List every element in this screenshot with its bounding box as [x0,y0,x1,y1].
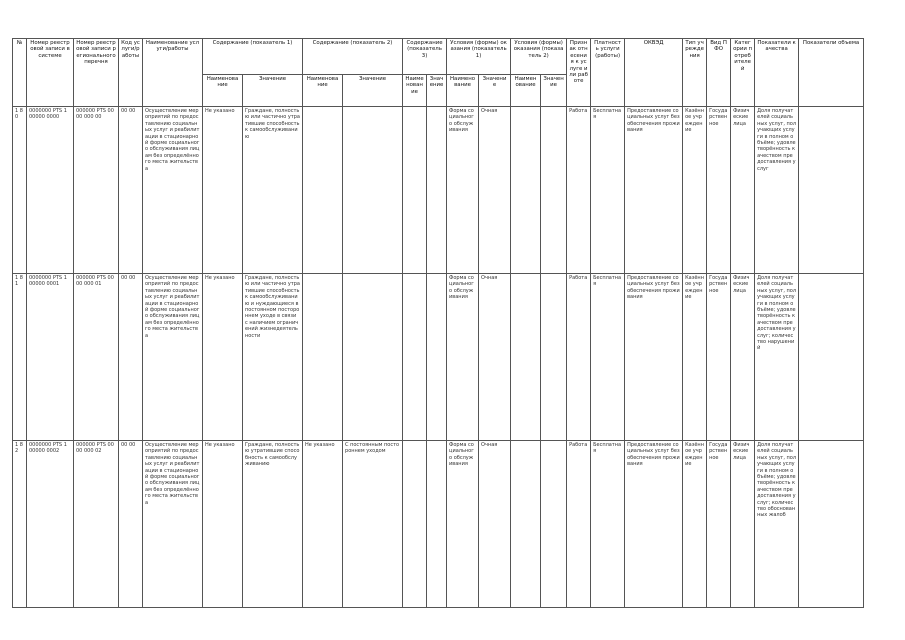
cell-condition2-value [541,441,567,608]
cell-condition1-value: Очная [479,441,511,608]
cell-condition2-name [511,274,541,441]
header-volume: Показатели объема [799,39,864,107]
cell-content1-name: Не указано [203,274,243,441]
cell-attribute: Работа [567,274,591,441]
subheader-value: Значение [243,75,303,107]
subheader-name: Наименование [447,75,479,107]
cell-content3-value [427,441,447,608]
cell-content1-name: Не указано [203,441,243,608]
header-row-1 [13,39,864,75]
cell-service-code: 00 00 [119,441,143,608]
table-row [13,107,864,274]
cell-service-name: Осуществление мероприятий по предоставлению социальных услуг и реабилитации в стационарной форме социального обслуживания лицам без определённого места жительства [143,107,203,274]
subheader-name: Наименование [511,75,541,107]
cell-service-name: Осуществление мероприятий по предоставлению социальных услуг и реабилитации в стационарной форме социального обслуживания лицам без определённого места жительства [143,441,203,608]
cell-institution-type: Казённое учреждение [683,441,707,608]
header-content-2: Содержание (показатель 2) [303,39,403,75]
cell-volume [799,441,864,608]
cell-reg-number: 0000000 PTS 1 00000 0000 [27,107,74,274]
header-okved: ОКВЭД [625,39,683,107]
cell-condition2-value [541,274,567,441]
subheader-value: Значение [479,75,511,107]
header-attribute: Признак отнесения к услуге или работе [567,39,591,107]
cell-quality: Доля получателей социальных услуг, получающих услуги в полном объёме; удовлетворённость качеством предоставления услуг [755,107,799,274]
cell-service-name: Осуществление мероприятий по предоставлению социальных услуг и реабилитации в стационарной форме социального обслуживания лицам без определённого места жительства [143,274,203,441]
header-consumer-categories: Категории потребителей [731,39,755,107]
cell-service-code: 00 00 [119,274,143,441]
header-content-3: Содержание (показатель 3) [403,39,447,75]
cell-consumer-categories: Физические лица [731,441,755,608]
cell-payment: Бесплатная [591,274,625,441]
cell-content2-value: С постоянным постороннем уходом [343,441,403,608]
cell-content3-name [403,274,427,441]
cell-payment: Бесплатная [591,441,625,608]
cell-content1-value: Граждане, полностью или частично утратившие способность к самообслуживанию [243,107,303,274]
cell-no: 1 8 2 [13,441,27,608]
cell-no: 1 8 0 [13,107,27,274]
header-institution-type: Тип учреждения [683,39,707,107]
header-condition-2: Условия (формы) оказания (показатель 2) [511,39,567,75]
cell-condition1-value: Очная [479,274,511,441]
cell-content2-value [343,274,403,441]
subheader-value: Значение [427,75,447,107]
cell-content2-name: Не указано [303,441,343,608]
cell-volume [799,274,864,441]
header-no: № [13,39,27,107]
header-payment: Платность услуги (работы) [591,39,625,107]
registry-sheet [12,38,863,608]
cell-condition2-name [511,107,541,274]
cell-condition1-name: Форма социального обслуживания [447,441,479,608]
cell-quality: Доля получателей социальных услуг, получающих услуги в полном объёме; удовлетворённость качеством предоставления услуг; количество обоснованных жалоб [755,441,799,608]
cell-institution-type: Казённое учреждение [683,107,707,274]
header-service-code: Код услуги/работы [119,39,143,107]
cell-okved: Предоставление социальных услуг без обеспечения проживания [625,441,683,608]
cell-content1-value: Граждане, полностью утратившие способность к самообслуживанию [243,441,303,608]
cell-okved: Предоставление социальных услуг без обеспечения проживания [625,274,683,441]
table-row [13,441,864,608]
cell-attribute: Работа [567,107,591,274]
cell-condition2-value [541,107,567,274]
cell-okved: Предоставление социальных услуг без обеспечения проживания [625,107,683,274]
subheader-name: Наименование [403,75,427,107]
cell-condition2-name [511,441,541,608]
cell-attribute: Работа [567,441,591,608]
cell-institution-type: Казённое учреждение [683,274,707,441]
cell-consumer-categories: Физические лица [731,274,755,441]
cell-reg-number: 0000000 PTS 1 00000 0001 [27,274,74,441]
cell-no: 1 8 1 [13,274,27,441]
cell-unique-number: 000000 PTS 0000 000 01 [74,274,119,441]
header-condition-1: Условия (формы) оказания (показатель 1) [447,39,511,75]
cell-content2-name [303,107,343,274]
header-org-type: Вид ПФО [707,39,731,107]
cell-condition1-name: Форма социального обслуживания [447,274,479,441]
cell-reg-number: 0000000 PTS 1 00000 0002 [27,441,74,608]
subheader-name: Наименование [303,75,343,107]
cell-volume [799,107,864,274]
subheader-name: Наименование [203,75,243,107]
cell-content3-value [427,274,447,441]
header-unique-number: Номер реестровой записи регионального перечня [74,39,119,107]
cell-content1-value: Граждане, полностью или частично утратившие способность к самообслуживанию и нуждающиеся в постоянном постороннем уходе в связи с наличием ограничений жизнедеятельности [243,274,303,441]
cell-quality: Доля получателей социальных услуг, получающих услуги в полном объёме; удовлетворённость качеством предоставления услуг; количество нарушений [755,274,799,441]
cell-service-code: 00 00 [119,107,143,274]
cell-unique-number: 000000 PTS 0000 000 02 [74,441,119,608]
cell-consumer-categories: Физические лица [731,107,755,274]
cell-unique-number: 000000 PTS 0000 000 00 [74,107,119,274]
cell-content2-value [343,107,403,274]
cell-content3-value [427,107,447,274]
header-content-1: Содержание (показатель 1) [203,39,303,75]
cell-condition1-value: Очная [479,107,511,274]
cell-org-type: Государственное [707,274,731,441]
cell-content3-name [403,441,427,608]
cell-org-type: Государственное [707,107,731,274]
header-quality: Показатели качества [755,39,799,107]
table-row [13,274,864,441]
header-reg-number: Номер реестровой записи в системе [27,39,74,107]
registry-table [12,38,864,608]
subheader-value: Значение [343,75,403,107]
cell-payment: Бесплатная [591,107,625,274]
header-service-name: Наименование услуги/работы [143,39,203,107]
cell-content2-name [303,274,343,441]
cell-content1-name: Не указано [203,107,243,274]
cell-condition1-name: Форма социального обслуживания [447,107,479,274]
cell-content3-name [403,107,427,274]
subheader-value: Значение [541,75,567,107]
cell-org-type: Государственное [707,441,731,608]
